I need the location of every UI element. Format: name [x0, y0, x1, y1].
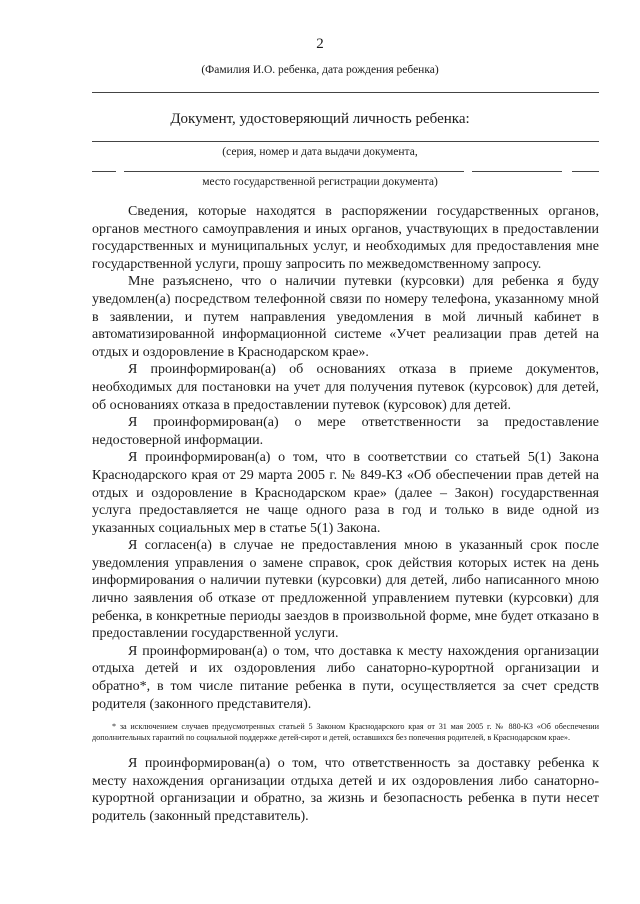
- paragraph-interagency-request: Сведения, которые находятся в распоряжении государственных органов, органов местного самоуправления и иных органов, участвующих в предоставлении государственных и муниципальных услуг, и необходимых для предоставления мне государственной услуги, прошу запросить по межведомственному запросу.: [92, 204, 599, 272]
- final-body: [92, 755, 599, 825]
- child-name-caption: (Фамилия И.О. ребенка, дата рождения ребенка): [201, 64, 439, 76]
- paragraph-voucher-notification: Мне разъяснено, что о наличии путевки (курсовки) для ребенка я буду уведомлен(а) посредством телефонной связи по номеру телефона, указанному мной в заявлении, и путем направления уведомления в мой личный кабинет в автоматизированной информационной системе «Учет реализации прав детей на отдых и оздоровление в Краснодарском крае».: [92, 274, 599, 360]
- footnote-text: * за исключением случаев предусмотренных статьей 5 Законом Краснодарского края от 31 мая 2005 г. № 880-КЗ «Об обеспечении дополнительных гарантий по социальной поддержке детей-сирот и детей, оставшихся без попечения родителей, в Краснодарском крае».: [92, 722, 599, 742]
- paragraph-transport-costs: Я проинформирован(а) о том, что доставка к месту нахождения организации отдыха детей и их оздоровления либо санаторно-курортной организации и обратно*, в том числе питание ребенка в пути, осуществляется за счет средств родителя (законного представителя).: [92, 643, 599, 712]
- registration-line-segment: [572, 171, 599, 172]
- registration-line-segment: [124, 171, 464, 172]
- paragraph-service-frequency: Я проинформирован(а) о том, что в соответствии со статьей 5(1) Закона Краснодарского края от 29 марта 2005 г. № 849-КЗ «Об обеспечении прав детей на отдых и оздоровление в Краснодарском крае» (далее – Закон) государственная услуга предоставляется не чаще одного раза в год и только в виде одной из указанных социальных мер в статье 5(1) Закона.: [92, 450, 599, 536]
- registration-line-segment: [472, 171, 562, 172]
- registration-line-segment: [92, 171, 116, 172]
- main-body: [92, 203, 599, 713]
- identity-document-line: [92, 141, 599, 142]
- page-number: 2: [316, 36, 324, 52]
- registration-caption: место государственной регистрации документа): [202, 176, 438, 188]
- footnote: [92, 722, 599, 743]
- child-name-line: [92, 92, 599, 93]
- document-series-caption: (серия, номер и дата выдачи документа,: [222, 146, 418, 158]
- paragraph-refusal-grounds: Я проинформирован(а) об основаниях отказа в приеме документов, необходимых для постановки на учет для получения путевок (курсовок) для детей, об основаниях отказа в предоставлении путевок (курсовок) для детей.: [92, 362, 599, 413]
- paragraph-false-info-liability: Я проинформирован(а) о мере ответственности за предоставление недостоверной информации.: [92, 415, 599, 448]
- paragraph-child-safety-responsibility: Я проинформирован(а) о том, что ответственность за доставку ребенка к месту нахождения организации отдыха детей и их оздоровления либо санаторно-курортной организации и обратно, за жизнь и безопасность ребенка в пути несет родитель (законный представитель).: [92, 756, 599, 824]
- paragraph-consent-refusal: Я согласен(а) в случае не предоставления мною в указанный срок после уведомления управления о замене справок, срок действия которых истек на день информирования о наличии путевки (курсовки) для детей, либо написанного мною лично заявления об отказе от предложенной управлением путевки (курсовки) для ребенка, в конкретные периоды заездов в произвольной форме, мне будет отказано в предоставлении государственной услуги.: [92, 538, 599, 642]
- identity-document-heading: Документ, удостоверяющий личность ребенка:: [170, 111, 470, 127]
